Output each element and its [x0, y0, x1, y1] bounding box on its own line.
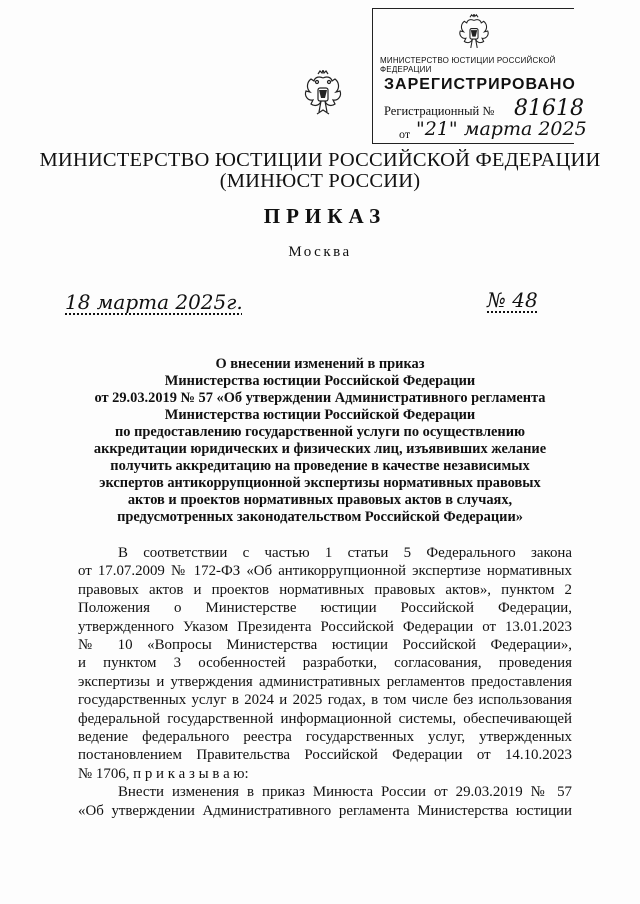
ministry-name: МИНИСТЕРСТВО ЮСТИЦИИ РОССИЙСКОЙ ФЕДЕРАЦИИ	[39, 149, 601, 171]
heading-line: актов и проектов нормативных правовых актов в случаях,	[127, 492, 513, 508]
city: Москва	[288, 244, 352, 260]
body-line: правовых актов и проектов нормативных правовых актов», пунктом 2	[78, 581, 572, 598]
stamp-ministry-name: МИНИСТЕРСТВО ЮСТИЦИИ РОССИЙСКОЙ ФЕДЕРАЦИИ	[380, 56, 556, 74]
body-line: утвержденного Указом Президента Российской Федерации от 13.01.2023	[78, 618, 572, 635]
body-line: и пунктом 3 особенностей разработки, согласования, проведения	[78, 655, 572, 672]
ministry-short-name: (МИНЮСТ РОССИИ)	[219, 170, 421, 192]
stamp-registered-label: ЗАРЕГИСТРИРОВАНО	[384, 76, 576, 93]
order-body	[78, 544, 572, 820]
heading-line: Министерства юстиции Российской Федерации	[164, 407, 476, 423]
stamp-number-label: Регистрационный №	[384, 104, 495, 118]
heading-line: от 29.03.2019 № 57 «Об утверждении Административного регламента	[94, 390, 546, 406]
body-line: федеральной государственной информационной системы, обеспечивающей	[78, 710, 572, 727]
body-line: от 17.07.2009 № 172-ФЗ «Об антикоррупционной экспертизе нормативных	[78, 563, 572, 580]
order-heading	[60, 356, 580, 526]
body-line: № 10 «Вопросы Министерства юстиции Российской Федерации»,	[78, 637, 572, 654]
heading-line: предусмотренных законодательством Российской Федерации»	[117, 509, 523, 525]
body-line: В соответствии с частью 1 статьи 5 Федерального закона	[118, 545, 572, 561]
stamp-date-label: от	[399, 127, 411, 141]
body-line: ведение федерального реестра государственных услуг, утвержденных	[78, 729, 572, 746]
heading-line: получить аккредитацию на проведение в качестве независимых	[110, 458, 530, 474]
body-line: государственных услуг в 2024 и 2025 годах, в том числе без использования	[78, 692, 572, 709]
order-number: № 48	[487, 288, 538, 312]
body-line: постановлением Правительства Российской Федерации от 14.10.2023	[78, 747, 572, 764]
body-line: экспертизы и утверждения административных регламентов предоставления	[78, 673, 572, 690]
stamp-coat-of-arms-icon	[455, 14, 493, 56]
heading-line: по предоставлению государственной услуги по осуществлению	[114, 424, 525, 440]
heading-line: Министерства юстиции Российской Федерации	[164, 373, 476, 389]
body-line: Внести изменения в приказ Минюста России от 29.03.2019 № 57	[118, 784, 572, 801]
heading-line: аккредитации юридических и физических лиц, изъявивших желание	[93, 441, 547, 457]
coat-of-arms-icon	[301, 70, 345, 122]
body-line: «Об утверждении Административного регламента Министерства юстиции	[78, 802, 572, 819]
body-line: Положения о Министерстве юстиции Российской Федерации,	[78, 600, 572, 617]
heading-line: экспертов антикоррупционной экспертизы нормативных правовых	[99, 475, 541, 491]
signing-date: 18 марта 2025г.	[65, 290, 243, 314]
stamp-registration-date: "21" марта 2025	[416, 118, 587, 140]
body-line: № 1706, п р и к а з ы в а ю:	[78, 765, 249, 782]
document-type-title: ПРИКАЗ	[263, 204, 387, 228]
heading-line: О внесении изменений в приказ	[215, 356, 425, 372]
stamp-registration-number: 81618	[514, 96, 584, 121]
